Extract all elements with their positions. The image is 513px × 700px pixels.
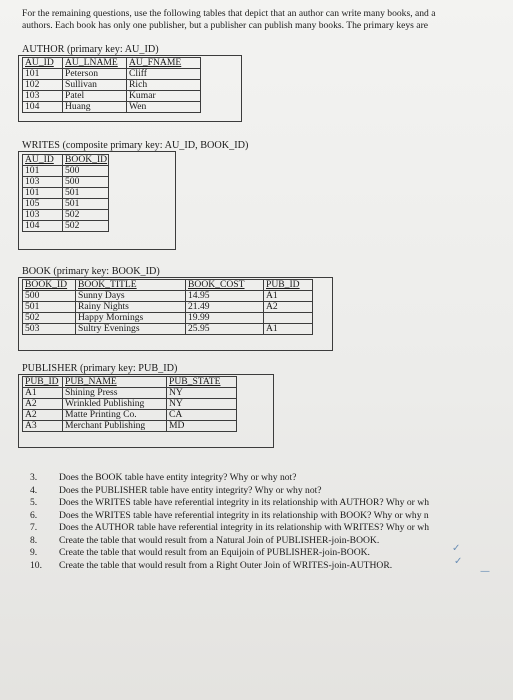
author-cell: 103	[23, 91, 63, 102]
table-row	[23, 102, 201, 113]
book-cell: 503	[23, 324, 76, 335]
intro-line-1: For the remaining questions, use the following tables that depict that an author can write many books, and a	[22, 8, 436, 19]
book-table	[22, 279, 313, 335]
table-row	[23, 388, 237, 399]
book-cell: Rainy Nights	[76, 302, 186, 313]
publisher-cell: Wrinkled Publishing	[63, 399, 167, 410]
author-cell: Rich	[127, 80, 201, 91]
writes-cell: 103	[23, 210, 63, 221]
question-text: Create the table that would result from an Equijoin of PUBLISHER-join-BOOK.	[59, 547, 370, 558]
pen-tick-icon: ✓	[454, 556, 463, 567]
writes-cell: 101	[23, 188, 63, 199]
book-cell: A1	[264, 324, 313, 335]
publisher-header-row	[23, 377, 237, 388]
publisher-cell: A3	[23, 421, 63, 432]
author-caption: AUTHOR (primary key: AU_ID)	[22, 44, 159, 55]
book-cell: 501	[23, 302, 76, 313]
writes-cell: 502	[63, 210, 109, 221]
table-row	[23, 166, 109, 177]
publisher-col-header: PUB_NAME	[63, 377, 167, 388]
list-item	[30, 497, 513, 510]
table-row	[23, 188, 109, 199]
author-table	[22, 57, 201, 113]
question-number: 4.	[30, 484, 38, 496]
writes-cell: 500	[63, 166, 109, 177]
book-col-header: BOOK_TITLE	[76, 280, 186, 291]
author-cell: Kumar	[127, 91, 201, 102]
author-cell: Huang	[63, 102, 127, 113]
publisher-cell: A2	[23, 410, 63, 421]
list-item	[30, 510, 513, 523]
writes-cell: 101	[23, 166, 63, 177]
table-row	[23, 199, 109, 210]
question-list	[30, 472, 513, 572]
book-col-header: PUB_ID	[264, 280, 313, 291]
author-col-header: AU_LNAME	[63, 58, 127, 69]
table-row	[23, 91, 201, 102]
question-text: Does the BOOK table have entity integrity? Why or why not?	[59, 472, 297, 483]
list-item	[30, 485, 513, 498]
question-text: Create the table that would result from a Right Outer Join of WRITES-join-AUTHOR.	[59, 559, 393, 571]
question-text: Create the table that would result from a Natural Join of PUBLISHER-join-BOOK.	[59, 534, 380, 546]
book-header-row	[23, 280, 313, 291]
book-col-header: BOOK_COST	[186, 280, 264, 291]
pen-tick-icon: ✓	[452, 543, 461, 554]
book-cell: Happy Mornings	[76, 313, 186, 324]
publisher-col-header: PUB_ID	[23, 377, 63, 388]
book-cell: 21.49	[186, 302, 264, 313]
table-row	[23, 210, 109, 221]
list-item	[30, 560, 513, 573]
publisher-cell: CA	[167, 410, 237, 421]
table-row	[23, 324, 313, 335]
author-cell: Sullivan	[63, 80, 127, 91]
author-col-header: AU_ID	[23, 58, 63, 69]
author-col-header: AU_FNAME	[127, 58, 201, 69]
publisher-col-header: PUB_STATE	[167, 377, 237, 388]
list-item	[30, 472, 513, 485]
author-cell: Wen	[127, 102, 201, 113]
writes-cell: 501	[63, 188, 109, 199]
book-col-header: BOOK_ID	[23, 280, 76, 291]
book-cell: A2	[264, 302, 313, 313]
publisher-cell: MD	[167, 421, 237, 432]
question-number: 10.	[30, 559, 42, 571]
table-row	[23, 421, 237, 432]
publisher-cell: Merchant Publishing	[63, 421, 167, 432]
writes-header-row	[23, 155, 109, 166]
table-row	[23, 221, 109, 232]
book-caption: BOOK (primary key: BOOK_ID)	[22, 266, 160, 277]
book-cell: Sunny Days	[76, 291, 186, 302]
author-cell: Patel	[63, 91, 127, 102]
publisher-cell: NY	[167, 388, 237, 399]
book-cell: 14.95	[186, 291, 264, 302]
intro-text	[22, 8, 511, 32]
question-text: Does the AUTHOR table have referential integrity in its relationship with WRITES? Why or wh	[59, 522, 429, 533]
writes-cell: 501	[63, 199, 109, 210]
table-row	[23, 302, 313, 313]
publisher-cell: A1	[23, 388, 63, 399]
book-cell: 500	[23, 291, 76, 302]
intro-line-2: authors. Each book has only one publisher, but a publisher can publish many books. The primary keys are	[22, 20, 429, 31]
question-number: 9.	[30, 547, 38, 558]
writes-cell: 103	[23, 177, 63, 188]
book-cell: 25.95	[186, 324, 264, 335]
publisher-cell: NY	[167, 399, 237, 410]
author-header-row	[23, 58, 201, 69]
pen-dash-icon: —	[480, 566, 490, 577]
book-cell: A1	[264, 291, 313, 302]
question-text: Does the PUBLISHER table have entity integrity? Why or why not?	[59, 484, 322, 496]
book-cell: Sultry Evenings	[76, 324, 186, 335]
book-cell: 19.99	[186, 313, 264, 324]
question-number: 8.	[30, 534, 38, 546]
author-cell: 104	[23, 102, 63, 113]
question-text: Does the WRITES table have referential integrity in its relationship with AUTHOR? Why or wh	[59, 497, 429, 508]
writes-cell: 502	[63, 221, 109, 232]
question-text: Does the WRITES table have referential integrity in its relationship with BOOK? Why or why n	[59, 509, 429, 521]
author-cell: 101	[23, 69, 63, 80]
author-cell: Cliff	[127, 69, 201, 80]
writes-col-header: BOOK_ID	[63, 155, 109, 166]
table-row	[23, 80, 201, 91]
publisher-caption: PUBLISHER (primary key: PUB_ID)	[22, 363, 178, 374]
table-row	[23, 291, 313, 302]
question-number: 3.	[30, 472, 38, 483]
question-number: 5.	[30, 497, 38, 508]
writes-cell: 500	[63, 177, 109, 188]
question-number: 6.	[30, 509, 38, 521]
table-row	[23, 313, 313, 324]
question-number: 7.	[30, 522, 38, 533]
writes-caption: WRITES (composite primary key: AU_ID, BOOK_ID)	[22, 140, 249, 151]
publisher-cell: Matte Printing Co.	[63, 410, 167, 421]
writes-cell: 105	[23, 199, 63, 210]
author-cell: 102	[23, 80, 63, 91]
table-row	[23, 177, 109, 188]
publisher-cell: A2	[23, 399, 63, 410]
list-item	[30, 547, 513, 560]
table-row	[23, 410, 237, 421]
table-row	[23, 399, 237, 410]
writes-cell: 104	[23, 221, 63, 232]
writes-table	[22, 154, 109, 232]
writes-col-header: AU_ID	[23, 155, 63, 166]
book-cell: 502	[23, 313, 76, 324]
publisher-cell: Shining Press	[63, 388, 167, 399]
book-cell	[264, 313, 313, 324]
author-cell: Peterson	[63, 69, 127, 80]
table-row	[23, 69, 201, 80]
list-item	[30, 522, 513, 535]
list-item	[30, 535, 513, 548]
publisher-table	[22, 376, 237, 432]
